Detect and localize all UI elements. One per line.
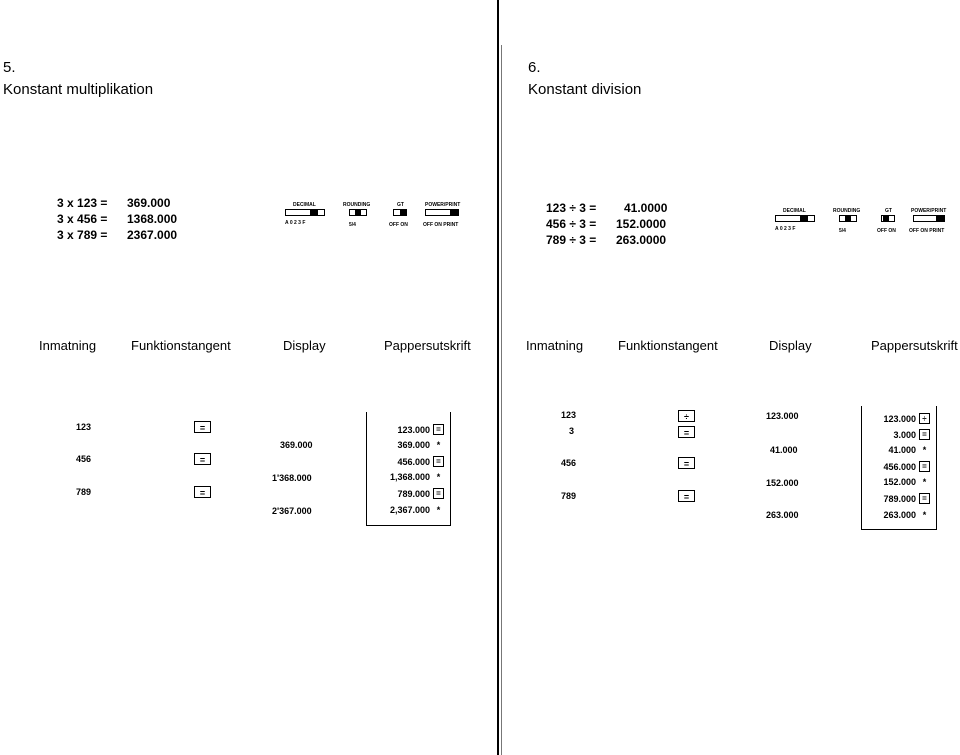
left-example-row (57, 195, 177, 211)
right-example-row (546, 216, 667, 232)
tape-line (397, 424, 444, 435)
power-switch[interactable] (913, 215, 945, 222)
decimal-switch[interactable] (775, 215, 815, 222)
tape-line (390, 505, 444, 515)
gt-switch-label: GT (397, 202, 404, 208)
decimal-switch-scale: A 0 2 3 F (775, 226, 796, 232)
right-example-result: 152.0000 (616, 217, 667, 231)
tape-value: 41.000 (888, 445, 916, 455)
tape-mark: = (433, 456, 444, 467)
rounding-switch-scale: 5/4 (839, 228, 846, 234)
left-section-title (3, 57, 153, 101)
gt-switch-knob (883, 215, 889, 222)
left-examples (57, 195, 177, 243)
right-input-entry: 456 (561, 458, 577, 468)
gt-switch-knob (400, 209, 406, 216)
rounding-switch-knob (845, 215, 851, 222)
right-example-expr: 456 ÷ 3 = (546, 217, 597, 231)
right-display-value: 263.000 (766, 510, 799, 520)
tape-line (883, 461, 930, 472)
power-switch-knob (450, 209, 458, 216)
tape-mark: ÷ (919, 413, 930, 424)
tape-value: 1,368.000 (389, 472, 430, 482)
gt-switch[interactable] (881, 215, 895, 222)
right-display-value: 123.000 (766, 411, 799, 421)
tape-line (883, 477, 930, 487)
equals-key[interactable]: = (678, 490, 695, 502)
left-example-expr: 3 x 123 = (57, 196, 108, 210)
tape-mark: = (919, 429, 930, 440)
tape-line (397, 488, 444, 499)
tape-line (893, 429, 930, 440)
left-example-row (57, 211, 177, 227)
decimal-switch-scale: A 0 2 3 F (285, 220, 306, 226)
rounding-switch-knob (355, 209, 361, 216)
right-input-entry: 3 (569, 426, 575, 436)
decimal-switch[interactable] (285, 209, 325, 216)
left-input-entry: 456 (76, 454, 92, 464)
equals-key[interactable]: = (194, 486, 211, 498)
power-switch-label: POWER/PRINT (911, 208, 947, 214)
tape-mark: * (436, 472, 441, 482)
equals-key[interactable]: = (678, 457, 695, 469)
right-example-expr: 789 ÷ 3 = (546, 233, 597, 247)
left-display-value: 369.000 (280, 440, 313, 450)
left-example-result: 2367.000 (127, 228, 178, 242)
gt-switch-scale: OFF ON (389, 222, 408, 228)
left-section-number: 5. (3, 59, 16, 76)
tape-mark: = (919, 461, 930, 472)
left-switch-panel (285, 200, 475, 240)
decimal-switch-label: DECIMAL (293, 202, 316, 208)
column-divider-shadow (501, 45, 502, 755)
left-header-function-key: Funktionstangent (131, 338, 231, 353)
tape-value: 3.000 (893, 429, 916, 440)
equals-key[interactable]: = (194, 421, 211, 433)
left-header-printout: Pappersutskrift (384, 338, 471, 353)
right-header-input: Inmatning (526, 338, 584, 353)
gt-switch[interactable] (393, 209, 407, 216)
right-input-entry: 123 (561, 410, 577, 420)
tape-value: 123.000 (883, 413, 916, 424)
left-paper-tape (366, 412, 451, 526)
tape-value: 789.000 (883, 493, 916, 504)
tape-value: 789.000 (397, 488, 430, 499)
rounding-switch-label: ROUNDING (343, 202, 371, 208)
tape-line (397, 456, 444, 467)
tape-mark: = (919, 493, 930, 504)
left-example-expr: 3 x 456 = (57, 212, 108, 226)
power-switch-label: POWER/PRINT (425, 202, 461, 208)
right-example-row (546, 200, 667, 216)
power-switch-scale: OFF ON PRINT (423, 222, 459, 228)
left-example-row (57, 227, 177, 243)
right-header-printout: Pappersutskrift (871, 338, 958, 353)
rounding-switch-label: ROUNDING (833, 208, 861, 214)
power-switch-knob (936, 215, 944, 222)
tape-line (888, 445, 930, 455)
right-example-result: 41.0000 (624, 201, 668, 215)
right-paper-tape (861, 406, 937, 530)
right-header-display: Display (769, 338, 812, 353)
tape-value: 152.000 (883, 477, 916, 487)
right-example-row (546, 232, 667, 248)
left-header-input: Inmatning (39, 338, 97, 353)
right-examples (546, 200, 667, 248)
right-display-value: 41.000 (770, 445, 798, 455)
left-section-heading: Konstant multiplikation (3, 81, 154, 98)
left-example-expr: 3 x 789 = (57, 228, 108, 242)
equals-key[interactable]: = (194, 453, 211, 465)
left-header-display: Display (283, 338, 326, 353)
tape-value: 2,367.000 (389, 505, 430, 515)
tape-mark: * (436, 505, 441, 515)
power-switch-scale: OFF ON PRINT (909, 228, 945, 234)
divide-key[interactable]: ÷ (678, 410, 695, 422)
left-input-entry: 123 (76, 422, 92, 432)
tape-mark: = (433, 424, 444, 435)
rounding-switch-scale: 5/4 (349, 222, 356, 228)
column-divider (497, 0, 499, 755)
tape-value: 263.000 (883, 510, 916, 520)
tape-mark: * (922, 477, 927, 487)
right-switch-panel (775, 206, 960, 246)
decimal-switch-knob (310, 209, 318, 216)
right-section-number: 6. (528, 59, 541, 76)
tape-mark: = (433, 488, 444, 499)
right-example-result: 263.0000 (616, 233, 667, 247)
tape-mark: * (922, 445, 927, 455)
gt-switch-scale: OFF ON (877, 228, 896, 234)
left-input-entry: 789 (76, 487, 92, 497)
right-section-heading: Konstant division (528, 81, 642, 98)
left-example-result: 369.000 (127, 196, 171, 210)
right-example-expr: 123 ÷ 3 = (546, 201, 597, 215)
right-header-function-key: Funktionstangent (618, 338, 718, 353)
tape-value: 456.000 (883, 461, 916, 472)
tape-line (883, 510, 930, 520)
tape-line (397, 440, 444, 450)
tape-mark: * (436, 440, 441, 450)
tape-line (883, 493, 930, 504)
right-input-entry: 789 (561, 491, 577, 501)
decimal-switch-label: DECIMAL (783, 208, 806, 214)
decimal-switch-knob (800, 215, 808, 222)
tape-value: 123.000 (397, 424, 430, 435)
equals-key[interactable]: = (678, 426, 695, 438)
left-display-value: 2'367.000 (272, 506, 312, 516)
tape-value: 369.000 (397, 440, 430, 450)
rounding-switch[interactable] (349, 209, 367, 216)
right-section-title (528, 57, 641, 101)
gt-switch-label: GT (885, 208, 892, 214)
power-switch[interactable] (425, 209, 459, 216)
tape-mark: * (922, 510, 927, 520)
tape-line (390, 472, 444, 482)
left-example-result: 1368.000 (127, 212, 178, 226)
rounding-switch[interactable] (839, 215, 857, 222)
left-display-value: 1'368.000 (272, 473, 312, 483)
right-display-value: 152.000 (766, 478, 799, 488)
tape-value: 456.000 (397, 456, 430, 467)
tape-line (883, 413, 930, 424)
